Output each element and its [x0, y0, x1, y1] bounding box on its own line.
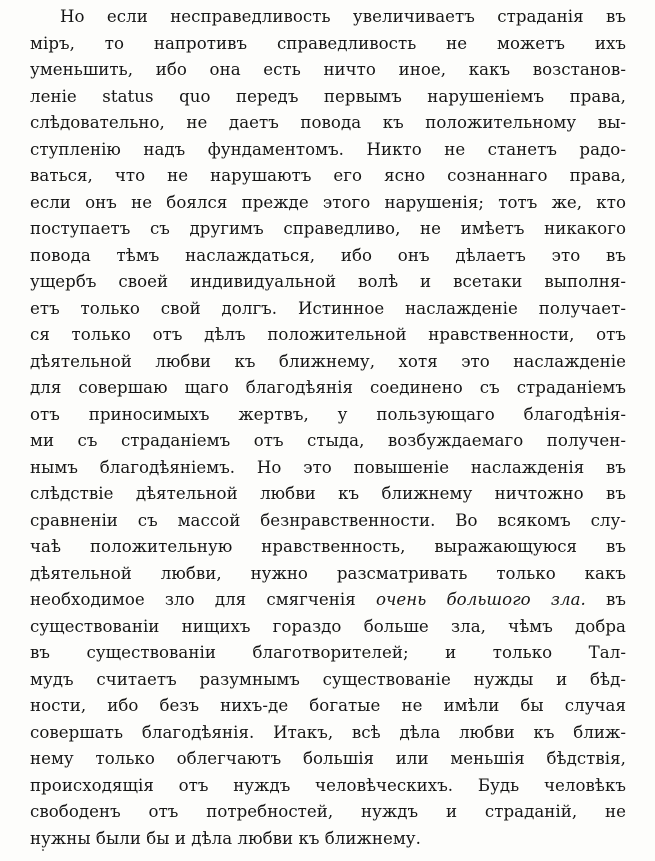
print-speck [42, 849, 44, 851]
text-line: нужны были бы и дѣла любви къ ближнему. [30, 828, 421, 848]
text-line: ми съ страданіемъ отъ стыда, возбуждаемаго получен- [30, 431, 626, 450]
text-segment: необходимое зло для смягченія [30, 590, 356, 609]
text-line-with-emphasis [30, 587, 626, 614]
text-line: слѣдствіе дѣятельной любви къ ближнему ничтожно въ [30, 484, 626, 503]
text-line: мудъ считаетъ разумнымъ существованіе нужды и бѣд- [30, 669, 626, 689]
text-line: въ существованіи благотворителей; и только Тал- [30, 643, 626, 662]
text-segment: въ [606, 590, 627, 609]
text-line: существованіи нищихъ гораздо больше зла, чѣмъ добра [30, 616, 626, 636]
text-line: уменьшить, ибо она есть ничто иное, какъ возстанов- [30, 60, 626, 79]
emphasized-phrase: очень большого зла. [375, 590, 586, 609]
text-line: сравненіи съ массой безнравственности. Во всякомъ слу- [30, 510, 626, 530]
text-line: нему только облегчаютъ большія или меньшія бѣдствія, [30, 749, 626, 768]
text-line: міръ, то напротивъ справедливость не можетъ ихъ [30, 33, 626, 53]
text-line: етъ только свой долгъ. Истинное наслажденіе получает- [30, 298, 626, 318]
text-line: леніе status quo передъ первымъ нарушеніемъ права, [30, 86, 626, 106]
text-line: ступленію надъ фундаментомъ. Никто не станетъ радо- [30, 139, 626, 159]
text-line: чаѣ положительную нравственность, выражающуюся въ [30, 537, 626, 556]
text-line: дѣятельной любви, нужно разсматривать только какъ [30, 563, 626, 583]
text-line: нымъ благодѣяніемъ. Но это повышеніе наслажденія въ [30, 457, 626, 477]
text-line: ваться, что не нарушаютъ его ясно сознаннаго права, [30, 166, 626, 185]
text-line: ущербъ своей индивидуальной волѣ и всетаки выполня- [30, 272, 626, 291]
text-line: Но если несправедливость увеличиваетъ страданія въ [60, 7, 626, 26]
text-line: происходящія отъ нуждъ человѣческихъ. Будь человѣкъ [30, 775, 626, 795]
text-line: ности, ибо безъ нихъ-де богатые не имѣли бы случая [30, 696, 626, 715]
text-line: поступаетъ съ другимъ справедливо, не имѣетъ никакого [30, 219, 626, 238]
text-line: слѣдовательно, не даетъ повода къ положительному вы- [30, 113, 626, 132]
body-paragraph [30, 4, 626, 852]
text-line: повода тѣмъ наслаждаться, ибо онъ дѣлаетъ это въ [30, 245, 626, 265]
text-line: ся только отъ дѣлъ положительной нравственности, отъ [30, 325, 626, 344]
text-line: для совершаю щаго благодѣянія соединено съ страданіемъ [30, 378, 626, 397]
text-line: дѣятельной любви къ ближнему, хотя это наслажденіе [30, 351, 626, 371]
text-line: отъ приносимыхъ жертвъ, у пользующаго благодѣнія- [30, 404, 626, 424]
text-line: совершать благодѣянія. Итакъ, всѣ дѣла любви къ ближ- [30, 722, 626, 742]
text-line: свободенъ отъ потребностей, нуждъ и страданій, не [30, 802, 626, 821]
text-line: если онъ не боялся прежде этого нарушенія; тотъ же, кто [30, 192, 626, 212]
